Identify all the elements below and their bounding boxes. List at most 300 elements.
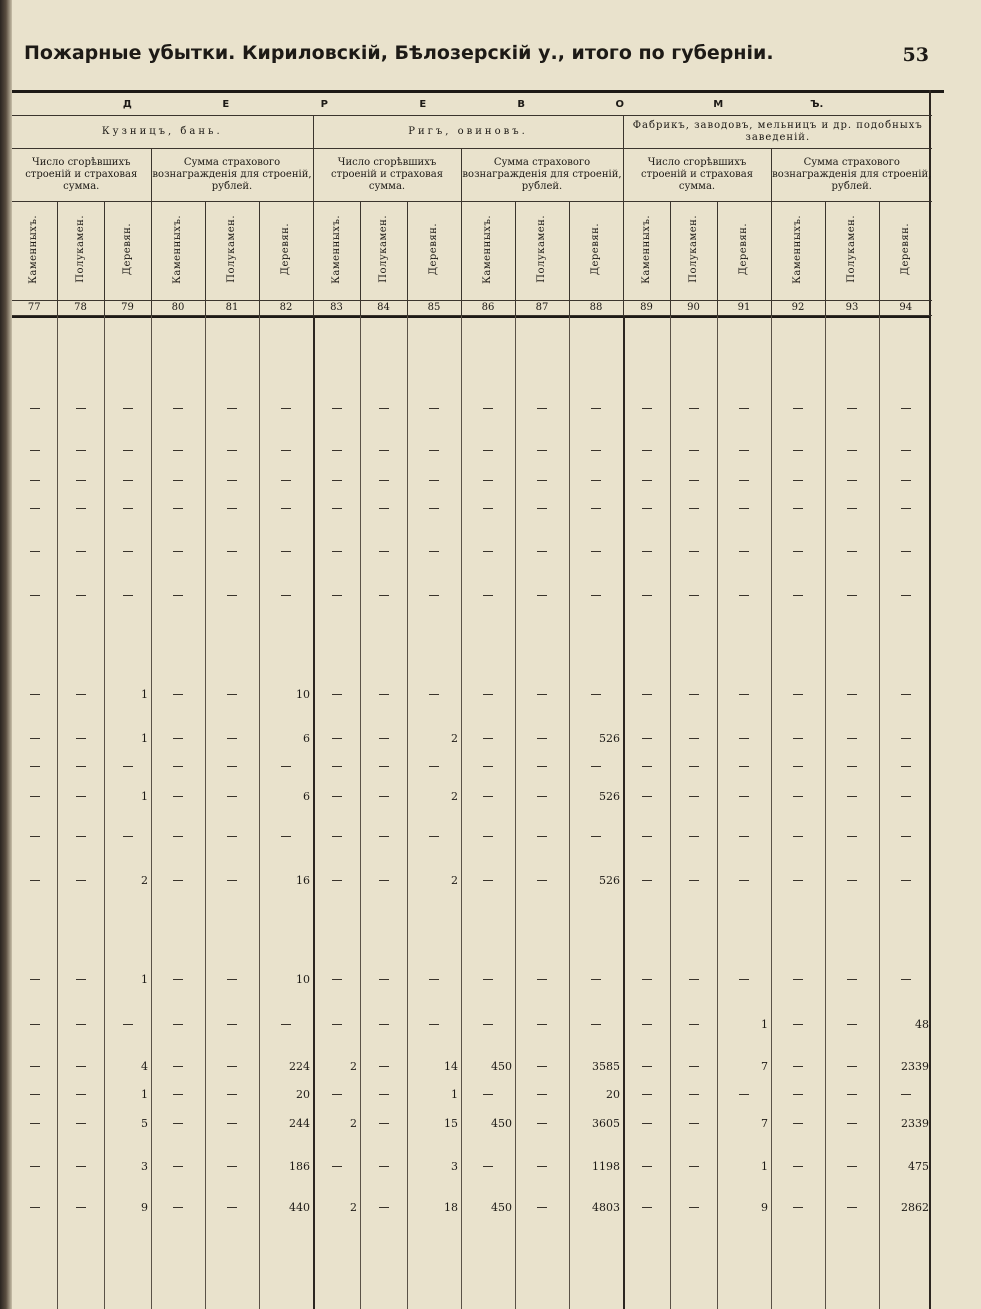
table-cell-dash — [76, 1066, 86, 1067]
table-cell-dash — [227, 836, 237, 837]
table-cell: 186 — [289, 1160, 310, 1173]
table-cell-dash — [379, 880, 389, 881]
table-cell: 6 — [303, 732, 310, 745]
table-cell-dash — [537, 408, 547, 409]
table-cell-dash — [689, 738, 699, 739]
table-cell-dash — [227, 595, 237, 596]
subgroup-header: Сумма страхового вознагражденія для строеній, рублей. — [461, 149, 623, 202]
table-cell-dash — [281, 595, 291, 596]
table-cell-dash — [642, 836, 652, 837]
table-cell-dash — [173, 694, 183, 695]
table-cell-dash — [739, 480, 749, 481]
table-cell: 2 — [451, 732, 458, 745]
table-cell-dash — [901, 1094, 911, 1095]
column-label-text: Деревян. — [590, 222, 601, 276]
main-title-letter: Е — [419, 99, 427, 110]
table-cell-dash — [483, 480, 493, 481]
column-label-text: Полукамен. — [377, 215, 389, 283]
table-cell-dash — [483, 766, 493, 767]
table-cell-dash — [332, 1024, 342, 1025]
column-number: 84 — [360, 301, 407, 316]
table-cell-dash — [793, 694, 803, 695]
column-label — [259, 202, 313, 301]
table-cell-dash — [642, 1207, 652, 1208]
table-cell-dash — [332, 694, 342, 695]
table-cell-dash — [483, 1094, 493, 1095]
table-cell-dash — [30, 694, 40, 695]
table-cell-dash — [123, 450, 133, 451]
table-cell-dash — [642, 694, 652, 695]
column-rule — [57, 316, 58, 1309]
column-number: 79 — [104, 301, 151, 316]
table-cell-dash — [123, 1024, 133, 1025]
table-cell-dash — [793, 738, 803, 739]
table-cell-dash — [173, 551, 183, 552]
table-cell-dash — [739, 766, 749, 767]
table-cell-dash — [642, 1123, 652, 1124]
table-cell-dash — [173, 595, 183, 596]
table-cell-dash — [429, 508, 439, 509]
table-cell: 1198 — [592, 1160, 620, 1173]
table-cell-dash — [537, 551, 547, 552]
column-number: 90 — [670, 301, 717, 316]
column-label — [623, 202, 670, 301]
table-cell-dash — [123, 766, 133, 767]
table-cell-dash — [483, 551, 493, 552]
table-cell-dash — [793, 1123, 803, 1124]
table-cell-dash — [281, 1024, 291, 1025]
table-cell-dash — [30, 1207, 40, 1208]
table-cell-dash — [379, 595, 389, 596]
table-cell-dash — [173, 1166, 183, 1167]
table-cell-dash — [689, 1066, 699, 1067]
table-cell-dash — [123, 508, 133, 509]
table-cell-dash — [332, 880, 342, 881]
table-cell-dash — [332, 766, 342, 767]
table-cell-dash — [739, 595, 749, 596]
table-cell-dash — [483, 408, 493, 409]
table-cell-dash — [379, 1024, 389, 1025]
table-cell-dash — [642, 408, 652, 409]
subgroup-header: Число сгорѣвшихъ строеній и страховая сумма. — [313, 149, 461, 202]
column-label — [57, 202, 104, 301]
subgroup-header: Сумма страхового вознагражденія для строеній, рублей. — [151, 149, 313, 202]
table-cell-dash — [76, 1024, 86, 1025]
table-cell: 450 — [491, 1060, 512, 1073]
table-cell-dash — [537, 796, 547, 797]
column-rule — [205, 316, 206, 1309]
column-rule — [151, 316, 152, 1309]
column-rule — [515, 316, 516, 1309]
table-cell-dash — [379, 694, 389, 695]
table-cell-dash — [537, 450, 547, 451]
table-cell: 2339 — [901, 1117, 929, 1130]
table-cell-dash — [689, 508, 699, 509]
table-cell-dash — [76, 1166, 86, 1167]
column-rule — [360, 316, 361, 1309]
column-label — [104, 202, 151, 301]
table-cell-dash — [429, 1024, 439, 1025]
table-cell-dash — [173, 508, 183, 509]
table-cell-dash — [642, 880, 652, 881]
column-number: 83 — [313, 301, 360, 316]
subgroup-header: Число сгорѣвшихъ строеній и страховая сумма. — [12, 149, 151, 202]
table-cell-dash — [591, 836, 601, 837]
table-cell-dash — [429, 694, 439, 695]
table-cell: 7 — [761, 1117, 768, 1130]
table-cell-dash — [793, 595, 803, 596]
column-label — [515, 202, 569, 301]
table-cell-dash — [76, 766, 86, 767]
table-cell-dash — [847, 551, 857, 552]
table-cell-dash — [591, 551, 601, 552]
table-cell-dash — [847, 1207, 857, 1208]
table-cell-dash — [847, 1024, 857, 1025]
table-cell-dash — [901, 450, 911, 451]
table-cell-dash — [793, 979, 803, 980]
table-cell-dash — [379, 408, 389, 409]
table-cell-dash — [30, 880, 40, 881]
table-cell: 1 — [761, 1018, 768, 1031]
table-cell-dash — [227, 450, 237, 451]
table-cell-dash — [227, 694, 237, 695]
table-cell-dash — [173, 1024, 183, 1025]
column-label — [717, 202, 771, 301]
column-number: 80 — [151, 301, 205, 316]
main-title-letter: Ъ. — [810, 99, 824, 110]
table-cell-dash — [281, 766, 291, 767]
table-cell-dash — [483, 738, 493, 739]
table-cell-dash — [537, 836, 547, 837]
table-cell-dash — [123, 480, 133, 481]
table-cell-dash — [173, 408, 183, 409]
table-cell-dash — [689, 836, 699, 837]
table-cell-dash — [281, 450, 291, 451]
table-cell-dash — [537, 766, 547, 767]
column-rule — [670, 316, 671, 1309]
column-label — [569, 202, 623, 301]
table-cell-dash — [591, 480, 601, 481]
table-cell-dash — [847, 836, 857, 837]
table-cell-dash — [173, 796, 183, 797]
table-cell-dash — [379, 1094, 389, 1095]
table-cell-dash — [537, 979, 547, 980]
table-cell-dash — [591, 450, 601, 451]
table-cell-dash — [281, 408, 291, 409]
table-cell-dash — [281, 551, 291, 552]
table-cell-dash — [76, 408, 86, 409]
table-cell-dash — [537, 480, 547, 481]
table-cell-dash — [173, 1094, 183, 1095]
table-cell: 1 — [141, 688, 148, 701]
table-cell-dash — [793, 508, 803, 509]
table-cell-dash — [379, 450, 389, 451]
table-cell-dash — [173, 480, 183, 481]
subgroup-header: Сумма страхового вознагражденія для строеній, рублей. — [771, 149, 932, 202]
table-cell-dash — [689, 450, 699, 451]
table-cell: 2 — [350, 1117, 357, 1130]
table-cell-dash — [227, 1207, 237, 1208]
column-label-text: Полукамен. — [74, 215, 86, 283]
table-cell: 20 — [296, 1088, 310, 1101]
table-cell-dash — [739, 408, 749, 409]
column-label — [313, 202, 360, 301]
column-label — [360, 202, 407, 301]
table-cell-dash — [483, 595, 493, 596]
table-cell-dash — [332, 450, 342, 451]
table-cell-dash — [537, 1024, 547, 1025]
table-cell-dash — [591, 766, 601, 767]
table-cell-dash — [30, 551, 40, 552]
table-cell: 2 — [350, 1201, 357, 1214]
table-cell-dash — [379, 480, 389, 481]
table-cell-dash — [332, 796, 342, 797]
table-cell-dash — [642, 979, 652, 980]
table-cell-dash — [30, 1123, 40, 1124]
table-cell-dash — [379, 551, 389, 552]
table-cell-dash — [76, 796, 86, 797]
column-number: 88 — [569, 301, 623, 316]
table-cell: 18 — [444, 1201, 458, 1214]
table-cell: 3585 — [592, 1060, 620, 1073]
table-cell-dash — [847, 595, 857, 596]
table-cell-dash — [901, 480, 911, 481]
table-cell-dash — [76, 480, 86, 481]
table-cell-dash — [173, 836, 183, 837]
table-cell-dash — [332, 408, 342, 409]
top-rule — [12, 90, 944, 93]
table-cell-dash — [123, 836, 133, 837]
table-cell-dash — [227, 480, 237, 481]
column-number: 93 — [825, 301, 879, 316]
table-cell-dash — [901, 508, 911, 509]
table-cell-dash — [793, 450, 803, 451]
table-cell-dash — [793, 1024, 803, 1025]
table-cell-dash — [332, 979, 342, 980]
main-title-letter: О — [615, 99, 624, 110]
column-label-text: Каменныхъ. — [330, 214, 342, 284]
table-cell-dash — [537, 1207, 547, 1208]
table-cell-dash — [642, 480, 652, 481]
table-cell-dash — [642, 1094, 652, 1095]
table-cell-dash — [483, 796, 493, 797]
table-cell-dash — [689, 694, 699, 695]
table-cell: 16 — [296, 874, 310, 887]
column-number: 91 — [717, 301, 771, 316]
table-cell: 526 — [599, 732, 620, 745]
table-cell-dash — [30, 508, 40, 509]
header-table — [12, 95, 932, 316]
table-cell-dash — [332, 1094, 342, 1095]
table-cell-dash — [689, 1207, 699, 1208]
group-header: Ригъ, овиновъ. — [313, 116, 623, 149]
table-cell-dash — [901, 595, 911, 596]
page-spine-edge — [0, 0, 12, 1309]
table-cell-dash — [227, 1094, 237, 1095]
table-cell-dash — [227, 1123, 237, 1124]
table-cell-dash — [901, 551, 911, 552]
table-cell: 2 — [350, 1060, 357, 1073]
table-cell-dash — [793, 796, 803, 797]
table-cell-dash — [379, 1123, 389, 1124]
column-label — [879, 202, 932, 301]
table-cell-dash — [76, 595, 86, 596]
table-cell-dash — [227, 508, 237, 509]
table-cell-dash — [379, 979, 389, 980]
table-cell-dash — [76, 738, 86, 739]
column-label-text: Полукамен. — [536, 215, 547, 283]
table-cell-dash — [689, 796, 699, 797]
table-cell-dash — [332, 836, 342, 837]
table-cell-dash — [379, 738, 389, 739]
table-cell-dash — [642, 595, 652, 596]
table-cell-dash — [793, 1066, 803, 1067]
table-cell: 4 — [141, 1060, 148, 1073]
table-cell: 15 — [444, 1117, 458, 1130]
table-body — [12, 316, 930, 1309]
column-number: 94 — [879, 301, 932, 316]
column-number: 86 — [461, 301, 515, 316]
table-cell-dash — [30, 1066, 40, 1067]
table-cell-dash — [739, 738, 749, 739]
table-cell-dash — [332, 738, 342, 739]
table-cell-dash — [30, 738, 40, 739]
table-cell-dash — [76, 979, 86, 980]
table-cell-dash — [30, 450, 40, 451]
column-label — [12, 202, 57, 301]
table-cell-dash — [379, 508, 389, 509]
table-cell-dash — [30, 1166, 40, 1167]
table-cell-dash — [847, 408, 857, 409]
table-cell: 440 — [289, 1201, 310, 1214]
column-rule — [259, 316, 260, 1309]
table-cell-dash — [76, 1094, 86, 1095]
column-number: 92 — [771, 301, 825, 316]
table-cell-dash — [739, 450, 749, 451]
table-cell: 1 — [451, 1088, 458, 1101]
table-cell: 2 — [451, 874, 458, 887]
table-cell-dash — [847, 1094, 857, 1095]
column-rule — [825, 316, 826, 1309]
column-rule — [717, 316, 718, 1309]
column-label — [407, 202, 461, 301]
table-cell-dash — [379, 836, 389, 837]
column-label-row — [12, 202, 932, 301]
table-cell: 224 — [289, 1060, 310, 1073]
table-cell-dash — [901, 836, 911, 837]
table-cell-dash — [483, 836, 493, 837]
table-cell-dash — [30, 595, 40, 596]
column-rule — [879, 316, 880, 1309]
table-cell-dash — [847, 450, 857, 451]
table-cell-dash — [642, 1024, 652, 1025]
table-cell-dash — [591, 979, 601, 980]
column-label-text: Деревян. — [428, 222, 439, 276]
table-cell-dash — [901, 408, 911, 409]
column-label — [825, 202, 879, 301]
table-cell-dash — [739, 508, 749, 509]
table-cell-dash — [591, 595, 601, 596]
column-label-text: Деревян. — [121, 222, 133, 276]
table-cell-dash — [76, 880, 86, 881]
table-cell: 450 — [491, 1201, 512, 1214]
column-number: 81 — [205, 301, 259, 316]
table-cell-dash — [689, 979, 699, 980]
table-cell-dash — [793, 551, 803, 552]
column-label-text: Полукамен. — [687, 215, 699, 283]
table-cell: 526 — [599, 790, 620, 803]
table-cell-dash — [483, 508, 493, 509]
column-label-text: Деревян. — [738, 222, 749, 276]
table-cell-dash — [379, 796, 389, 797]
table-cell: 1 — [761, 1160, 768, 1173]
table-cell-dash — [483, 694, 493, 695]
table-cell-dash — [847, 1066, 857, 1067]
main-title-letter: М — [713, 99, 724, 110]
table-cell-dash — [332, 508, 342, 509]
table-cell: 10 — [296, 973, 310, 986]
table-cell-dash — [689, 408, 699, 409]
table-cell: 3605 — [592, 1117, 620, 1130]
table-cell-dash — [227, 551, 237, 552]
table-cell: 20 — [606, 1088, 620, 1101]
table-cell-dash — [281, 480, 291, 481]
table-cell-dash — [76, 1207, 86, 1208]
table-cell-dash — [332, 480, 342, 481]
page-title: Пожарные убытки. Кириловскій, Бѣлозерскій у., итого по губерніи. — [24, 42, 774, 64]
main-title-row — [12, 95, 932, 116]
table-cell-dash — [537, 738, 547, 739]
table-cell-dash — [847, 796, 857, 797]
table-cell-dash — [591, 408, 601, 409]
table-cell: 2339 — [901, 1060, 929, 1073]
table-cell-dash — [227, 766, 237, 767]
column-number: 78 — [57, 301, 104, 316]
column-rule — [313, 316, 315, 1309]
table-cell-dash — [429, 551, 439, 552]
table-cell-dash — [227, 796, 237, 797]
table-cell-dash — [901, 880, 911, 881]
table-cell-dash — [227, 738, 237, 739]
table-cell-dash — [227, 1066, 237, 1067]
page-number: 53 — [902, 44, 929, 66]
table-cell-dash — [689, 595, 699, 596]
column-number: 77 — [12, 301, 57, 316]
table-cell-dash — [429, 408, 439, 409]
table-cell: 10 — [296, 688, 310, 701]
table-cell-dash — [537, 1123, 547, 1124]
table-cell-dash — [76, 694, 86, 695]
main-title-letter: В — [517, 99, 526, 110]
table-cell-dash — [901, 979, 911, 980]
table-cell: 4803 — [592, 1201, 620, 1214]
table-cell-dash — [739, 796, 749, 797]
table-cell-dash — [901, 766, 911, 767]
table-cell: 1 — [141, 1088, 148, 1101]
table-cell-dash — [642, 766, 652, 767]
table-cell: 450 — [491, 1117, 512, 1130]
table-cell-dash — [30, 766, 40, 767]
column-label-text: Полукамен. — [846, 215, 857, 283]
table-cell-dash — [847, 738, 857, 739]
column-label-text: Каменныхъ. — [28, 214, 40, 284]
column-number-row — [12, 301, 932, 316]
table-cell-dash — [379, 1166, 389, 1167]
table-cell-dash — [642, 1066, 652, 1067]
table-cell-dash — [227, 1166, 237, 1167]
table-cell-dash — [76, 551, 86, 552]
table-cell-dash — [689, 1166, 699, 1167]
